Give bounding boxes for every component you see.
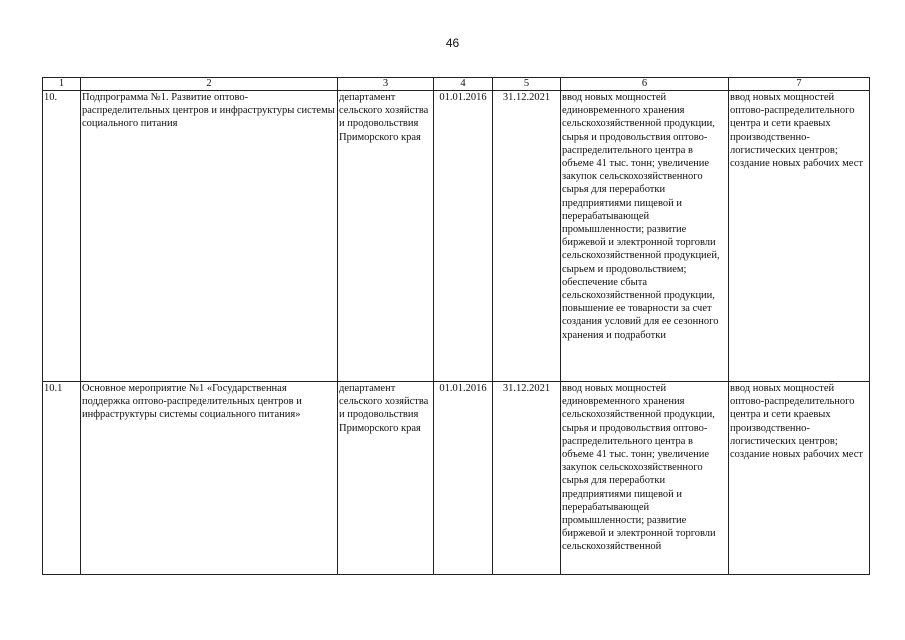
page-number: 46 — [445, 36, 460, 50]
row-result: ввод новых мощностей единовременного хранения сельскохозяйственной продукции, сырья и продовольствия оптово-распределительного центра в объеме 41 тыс. тонн; увеличение закупок сельскохозяйственного сырья для переработки предприятиями пищевой и перерабатывающей промышленности; развитие биржевой и электронной торговли сельскохозяйственной — [561, 382, 729, 575]
row-start-date: 01.01.2016 — [434, 91, 493, 382]
table-row — [43, 91, 870, 382]
row-result: ввод новых мощностей единовременного хранения сельскохозяйственной продукции, сырья и продовольствия оптово-распределительного центра в объеме 41 тыс. тонн; увеличение закупок сельскохозяйственного сырья для переработки предприятиями пищевой и перерабатывающей промышленности; развитие биржевой и электронной торговли сельскохозяйственной продукцией, сырьем и продовольствием; обеспечение сбыта сельскохозяйственной продукции, повышение ее товарности за счет создания условий для ее сезонного хранения и подработки — [561, 91, 729, 382]
program-table — [42, 77, 870, 575]
row-end-date: 31.12.2021 — [493, 91, 561, 382]
header-cell-1: 1 — [43, 78, 81, 91]
header-cell-5: 5 — [493, 78, 561, 91]
row-name: Подпрограмма №1. Развитие оптово-распределительных центров и инфраструктуры системы социального питания — [81, 91, 338, 382]
row-effect: ввод новых мощностей оптово-распределительного центра и сети краевых производственно-логистических центров; создание новых рабочих мест — [729, 91, 870, 382]
row-number: 10. — [43, 91, 81, 382]
row-executor: департамент сельского хозяйства и продовольствия Приморского края — [338, 382, 434, 575]
row-start-date: 01.01.2016 — [434, 382, 493, 575]
row-effect: ввод новых мощностей оптово-распределительного центра и сети краевых производственно-логистических центров; создание новых рабочих мест — [729, 382, 870, 575]
header-cell-6: 6 — [561, 78, 729, 91]
row-number: 10.1 — [43, 382, 81, 575]
table-row — [43, 382, 870, 575]
header-cell-7: 7 — [729, 78, 870, 91]
row-end-date: 31.12.2021 — [493, 382, 561, 575]
header-cell-4: 4 — [434, 78, 493, 91]
header-row — [43, 78, 870, 91]
header-cell-3: 3 — [338, 78, 434, 91]
row-name: Основное мероприятие №1 «Государственная поддержка оптово-распределительных центров и инфраструктуры системы социального питания» — [81, 382, 338, 575]
header-cell-2: 2 — [81, 78, 338, 91]
row-executor: департамент сельского хозяйства и продовольствия Приморского края — [338, 91, 434, 382]
